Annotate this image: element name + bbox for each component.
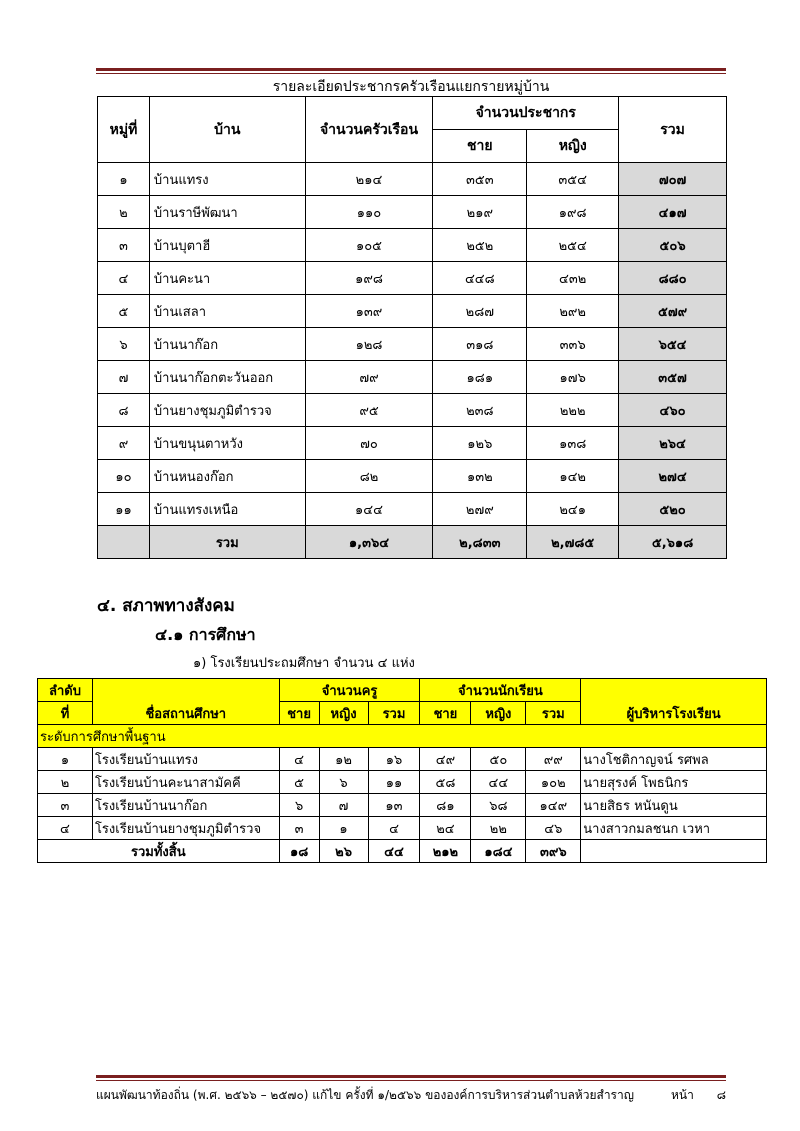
cell-no: ๒ [38, 771, 93, 794]
table-row [98, 361, 727, 394]
header-student-male: ชาย [420, 702, 471, 725]
header-students: จำนวนนักเรียน [420, 679, 581, 702]
table-row [98, 427, 727, 460]
header-rule-thin [96, 73, 726, 74]
cell-female: ๒๙๒ [527, 295, 619, 328]
header-order-a: ลำดับ [38, 679, 93, 702]
header-teacher-male: ชาย [279, 702, 319, 725]
cell-director: นางสาวกมลชนก เวหา [581, 817, 767, 840]
section-heading-social: ๔. สภาพทางสังคม [97, 596, 235, 616]
table-sum-row [38, 840, 767, 863]
cell-s_m: ๕๘ [420, 771, 471, 794]
cell-no: ๑ [38, 748, 93, 771]
table-row [38, 794, 767, 817]
cell-village: บ้านแทรง [149, 163, 305, 196]
page-number-value: ๘ [716, 1088, 726, 1102]
cell-moo: ๑๑ [98, 493, 150, 526]
cell-empty [98, 526, 150, 559]
cell-households: ๑๑๐ [305, 196, 433, 229]
cell-households: ๒๑๔ [305, 163, 433, 196]
footer-rule-thick [96, 1075, 726, 1078]
cell-s_t: ๑๐๒ [526, 771, 581, 794]
cell-s_t: ๙๙ [526, 748, 581, 771]
cell-moo: ๕ [98, 295, 150, 328]
cell-households: ๑๔๔ [305, 493, 433, 526]
cell-total: ๕๐๖ [619, 229, 727, 262]
cell-director: นางโชติกาญจน์ รศพล [581, 748, 767, 771]
header-male: ชาย [433, 130, 527, 163]
page-footer [96, 1086, 726, 1105]
cell-male: ๑๒๖ [433, 427, 527, 460]
sum-s_t: ๓๙๖ [526, 840, 581, 863]
cell-male: ๑๓๒ [433, 460, 527, 493]
sum-total: ๕,๖๑๘ [619, 526, 727, 559]
cell-village: บ้านขนุนตาหวัง [149, 427, 305, 460]
cell-village: บ้านราษีพัฒนา [149, 196, 305, 229]
cell-moo: ๑๐ [98, 460, 150, 493]
population-table-caption: รายละเอียดประชากรครัวเรือนแยกรายหมู่บ้าน [272, 79, 550, 95]
cell-school: โรงเรียนบ้านแทรง [92, 748, 279, 771]
header-teacher-total: รวม [368, 702, 420, 725]
table-row [98, 229, 727, 262]
cell-moo: ๔ [98, 262, 150, 295]
cell-female: ๒๒๒ [527, 394, 619, 427]
footer-rule-thin [96, 1080, 726, 1081]
table-row [98, 163, 727, 196]
sum-female: ๒,๗๘๕ [527, 526, 619, 559]
cell-s_f: ๔๔ [471, 771, 526, 794]
cell-village: บ้านแทรงเหนือ [149, 493, 305, 526]
sum-households: ๑,๓๖๔ [305, 526, 433, 559]
cell-t_f: ๑ [319, 817, 368, 840]
header-teachers: จำนวนครู [279, 679, 420, 702]
cell-s_t: ๑๔๙ [526, 794, 581, 817]
cell-households: ๑๐๕ [305, 229, 433, 262]
cell-school: โรงเรียนบ้านนาก๊อก [92, 794, 279, 817]
table-row [38, 817, 767, 840]
cell-male: ๒๘๗ [433, 295, 527, 328]
cell-village: บ้านนาก๊อกตะวันออก [149, 361, 305, 394]
cell-male: ๓๕๓ [433, 163, 527, 196]
cell-s_m: ๘๑ [420, 794, 471, 817]
cell-moo: ๗ [98, 361, 150, 394]
page-label: หน้า [670, 1088, 694, 1102]
cell-empty [581, 840, 767, 863]
cell-total: ๒๗๔ [619, 460, 727, 493]
cell-t_f: ๗ [319, 794, 368, 817]
cell-total: ๔๖๐ [619, 394, 727, 427]
schools-table [37, 678, 767, 863]
cell-no: ๔ [38, 817, 93, 840]
schools-subheading: ๑) โรงเรียนประถมศึกษา จำนวน ๔ แห่ง [193, 656, 415, 671]
cell-total: ๗๐๗ [619, 163, 727, 196]
cell-t_t: ๑๓ [368, 794, 420, 817]
cell-village: บ้านเสลา [149, 295, 305, 328]
header-households: จำนวนครัวเรือน [305, 97, 433, 163]
header-school: ชื่อสถานศึกษา [92, 679, 279, 725]
cell-t_m: ๖ [279, 794, 319, 817]
table-row [98, 295, 727, 328]
cell-t_f: ๖ [319, 771, 368, 794]
cell-total: ๕๒๐ [619, 493, 727, 526]
cell-t_t: ๑๑ [368, 771, 420, 794]
cell-moo: ๓ [98, 229, 150, 262]
cell-male: ๒๓๘ [433, 394, 527, 427]
cell-s_f: ๖๘ [471, 794, 526, 817]
cell-female: ๑๙๘ [527, 196, 619, 229]
cell-s_t: ๔๖ [526, 817, 581, 840]
header-total: รวม [619, 97, 727, 163]
cell-moo: ๘ [98, 394, 150, 427]
sum-t_m: ๑๘ [279, 840, 319, 863]
sum-t_f: ๒๖ [319, 840, 368, 863]
cell-male: ๒๑๙ [433, 196, 527, 229]
cell-moo: ๙ [98, 427, 150, 460]
header-population: จำนวนประชากร [433, 97, 619, 130]
cell-female: ๒๔๑ [527, 493, 619, 526]
cell-total: ๖๕๔ [619, 328, 727, 361]
cell-s_m: ๒๔ [420, 817, 471, 840]
education-level-label: ระดับการศึกษาพื้นฐาน [38, 725, 767, 748]
header-moo: หมู่ที่ [98, 97, 150, 163]
cell-moo: ๑ [98, 163, 150, 196]
cell-female: ๔๓๒ [527, 262, 619, 295]
footer-text: แผนพัฒนาท้องถิ่น (พ.ศ. ๒๕๖๖ – ๒๕๗๐) แก้ไข ครั้งที่ ๑/๒๕๖๖ ขององค์การบริหารส่วนตำบลห้วยสำราญ [96, 1088, 634, 1102]
cell-school: โรงเรียนบ้านคะนาสามัคคี [92, 771, 279, 794]
cell-households: ๗๐ [305, 427, 433, 460]
cell-t_m: ๓ [279, 817, 319, 840]
header-rule-thick [96, 68, 726, 71]
cell-households: ๗๙ [305, 361, 433, 394]
cell-male: ๓๑๘ [433, 328, 527, 361]
cell-total: ๘๘๐ [619, 262, 727, 295]
cell-director: นายสุรงค์ โพธนิกร [581, 771, 767, 794]
cell-female: ๑๔๒ [527, 460, 619, 493]
sum-label: รวมทั้งสิ้น [38, 840, 280, 863]
cell-households: ๙๕ [305, 394, 433, 427]
cell-moo: ๒ [98, 196, 150, 229]
cell-t_m: ๔ [279, 748, 319, 771]
header-student-total: รวม [526, 702, 581, 725]
cell-village: บ้านคะนา [149, 262, 305, 295]
cell-female: ๑๗๖ [527, 361, 619, 394]
cell-total: ๕๗๙ [619, 295, 727, 328]
header-village: บ้าน [149, 97, 305, 163]
header-director: ผู้บริหารโรงเรียน [581, 679, 767, 725]
population-table [97, 96, 727, 559]
cell-female: ๓๓๖ [527, 328, 619, 361]
cell-s_f: ๕๐ [471, 748, 526, 771]
cell-male: ๑๘๑ [433, 361, 527, 394]
cell-households: ๘๒ [305, 460, 433, 493]
cell-total: ๒๖๔ [619, 427, 727, 460]
cell-no: ๓ [38, 794, 93, 817]
page-number [671, 1086, 726, 1105]
cell-school: โรงเรียนบ้านยางชุมภูมิตำรวจ [92, 817, 279, 840]
sum-label: รวม [149, 526, 305, 559]
cell-village: บ้านหนองก๊อก [149, 460, 305, 493]
cell-male: ๒๕๒ [433, 229, 527, 262]
header-order-b: ที่ [38, 702, 93, 725]
cell-s_m: ๔๙ [420, 748, 471, 771]
cell-t_t: ๔ [368, 817, 420, 840]
cell-director: นายสิธร หนันดูน [581, 794, 767, 817]
cell-male: ๒๗๙ [433, 493, 527, 526]
sum-s_f: ๑๘๔ [471, 840, 526, 863]
table-row [38, 748, 767, 771]
cell-total: ๓๕๗ [619, 361, 727, 394]
header-teacher-female: หญิง [319, 702, 368, 725]
cell-t_m: ๕ [279, 771, 319, 794]
cell-female: ๓๕๔ [527, 163, 619, 196]
sum-s_m: ๒๑๒ [420, 840, 471, 863]
cell-village: บ้านยางชุมภูมิตำรวจ [149, 394, 305, 427]
sum-male: ๒,๘๓๓ [433, 526, 527, 559]
cell-village: บ้านบุตาฮี [149, 229, 305, 262]
table-row [98, 460, 727, 493]
table-sum-row [98, 526, 727, 559]
table-row [98, 262, 727, 295]
cell-female: ๒๕๔ [527, 229, 619, 262]
table-row [98, 493, 727, 526]
table-row [98, 394, 727, 427]
cell-t_f: ๑๒ [319, 748, 368, 771]
table-row [98, 196, 727, 229]
header-female: หญิง [527, 130, 619, 163]
cell-households: ๑๒๘ [305, 328, 433, 361]
sum-t_t: ๔๔ [368, 840, 420, 863]
cell-total: ๔๑๗ [619, 196, 727, 229]
section-heading-education: ๔.๑ การศึกษา [155, 625, 256, 644]
cell-s_f: ๒๒ [471, 817, 526, 840]
cell-t_t: ๑๖ [368, 748, 420, 771]
cell-male: ๔๔๘ [433, 262, 527, 295]
cell-households: ๑๙๘ [305, 262, 433, 295]
cell-village: บ้านนาก๊อก [149, 328, 305, 361]
header-student-female: หญิง [471, 702, 526, 725]
table-row [38, 771, 767, 794]
cell-female: ๑๓๘ [527, 427, 619, 460]
cell-moo: ๖ [98, 328, 150, 361]
cell-households: ๑๓๙ [305, 295, 433, 328]
table-row [98, 328, 727, 361]
